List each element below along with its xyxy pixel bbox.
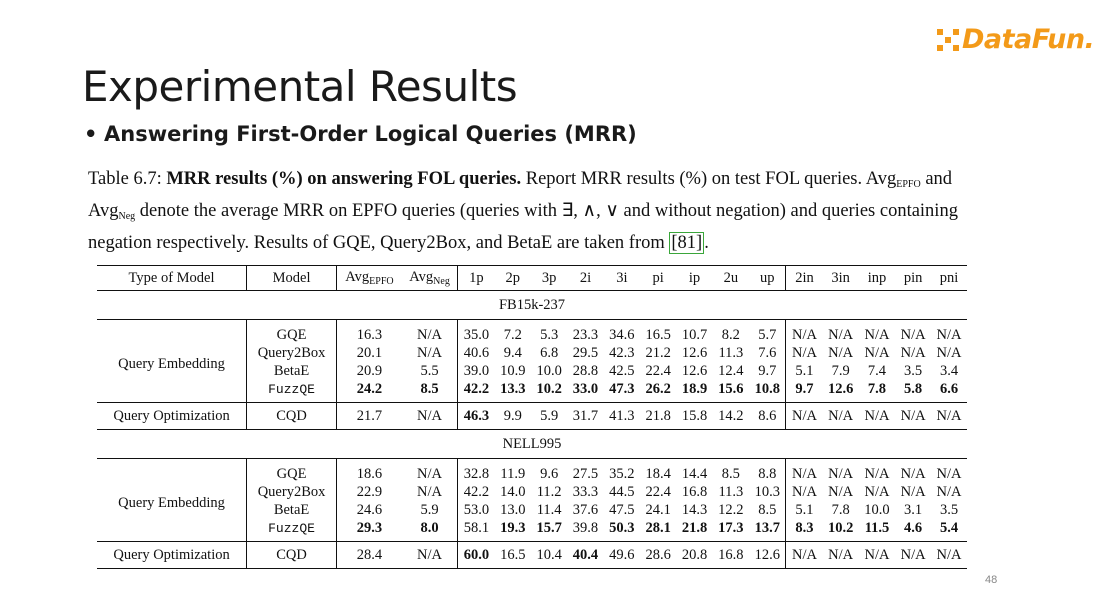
model-type-label: Query Optimization [97, 542, 247, 569]
results-table [97, 265, 967, 569]
table-cell: 11.4 [536, 501, 562, 518]
table-cell: 27.5 [572, 465, 599, 482]
table-cell: N/A [791, 465, 817, 482]
avg-neg-cell: N/A [402, 483, 458, 501]
header-col: pin [895, 266, 931, 291]
avg-epfo-cell: 22.9 [356, 483, 383, 500]
table-cell: 7.6 [749, 344, 786, 362]
table-body [97, 291, 967, 569]
table-cell: 21.2 [645, 344, 671, 361]
section-title: FB15k-237 [97, 291, 967, 320]
table-cell: 3.4 [939, 362, 959, 379]
header-col: 3p [531, 266, 567, 291]
table-cell: 9.7 [786, 380, 822, 403]
model-name: Query2Box [247, 483, 337, 501]
table-cell: 3.1 [904, 501, 923, 518]
table-cell: N/A [895, 403, 931, 430]
table-cell: N/A [895, 542, 931, 569]
table-cell: N/A [786, 542, 822, 569]
table-cell: 35.2 [609, 465, 635, 482]
model-name: FuzzQE [247, 380, 337, 403]
table-cell: 39.0 [463, 362, 490, 379]
header-col: ip [676, 266, 712, 291]
bullet-text: Answering First-Order Logical Queries (MRR) [104, 122, 637, 146]
table-cell: N/A [936, 483, 962, 500]
table-cell: 18.4 [645, 465, 671, 482]
table-cell: 12.6 [749, 542, 786, 569]
model-name: GQE [247, 320, 337, 345]
table-cell: 22.4 [645, 362, 671, 379]
header-col: 1p [458, 266, 495, 291]
datafun-logo [937, 24, 1094, 55]
table-cell: 8.5 [749, 501, 786, 519]
table-cell: N/A [864, 326, 890, 343]
table-cell: 42.2 [458, 380, 495, 403]
table-cell: 11.3 [718, 344, 744, 361]
header-avg-neg: Avg$_{Neg}$ [402, 266, 458, 291]
table-cell: 23.3 [572, 326, 599, 343]
table-cell: 13.3 [495, 380, 531, 403]
header-col: up [749, 266, 786, 291]
table-cell: 7.2 [503, 326, 522, 343]
caption-label: Table 6.7: [88, 169, 162, 189]
avg-epfo-cell: 20.1 [356, 344, 383, 361]
table-cell: 7.9 [831, 362, 850, 379]
caption-text2: denote the average MRR on EPFO queries (queries with ∃, ∧, ∨ and without negation) and queries containing negation respectively. Results of GQE, Query2Box, and BetaE are taken from [88, 201, 958, 253]
logo-text: DataFun. [962, 24, 1094, 55]
table-cell: 42.2 [463, 483, 490, 500]
table-cell: N/A [786, 403, 822, 430]
table-cell: 9.4 [503, 344, 522, 361]
header-col: 3in [822, 266, 858, 291]
table-cell: N/A [828, 344, 854, 361]
table-cell: 12.2 [718, 501, 744, 518]
table-cell: N/A [822, 542, 858, 569]
avg-epfo-cell: 24.2 [337, 380, 402, 403]
header-type: Type of Model [97, 266, 247, 291]
table-cell: 42.3 [609, 344, 635, 361]
header-col: 2u [713, 266, 749, 291]
table-cell: N/A [828, 465, 854, 482]
table-cell: 44.5 [609, 483, 635, 500]
table-row [97, 542, 967, 569]
table-cell: N/A [936, 344, 962, 361]
table-cell: 12.4 [718, 362, 744, 379]
table-cell: N/A [864, 344, 890, 361]
table-cell: 5.4 [931, 519, 967, 542]
table-cell: 11.2 [536, 483, 562, 500]
table-row [97, 320, 967, 345]
caption-reference-link[interactable]: [81] [671, 233, 703, 253]
table-cell: 26.2 [640, 380, 676, 403]
table-cell: 11.5 [859, 519, 895, 542]
table-cell: 34.6 [609, 326, 635, 343]
table-cell: N/A [791, 326, 817, 343]
table-row [97, 459, 967, 484]
model-name: FuzzQE [247, 519, 337, 542]
table-cell: 12.6 [822, 380, 858, 403]
avg-neg-cell: N/A [402, 320, 458, 345]
table-cell: N/A [822, 403, 858, 430]
logo-mark-icon [937, 29, 959, 51]
table-cell: 10.3 [749, 483, 786, 501]
table-cell: 12.6 [681, 362, 708, 379]
table-cell: 14.2 [713, 403, 749, 430]
table-cell: 9.9 [495, 403, 531, 430]
avg-epfo-cell: 28.4 [337, 542, 402, 569]
table-cell: N/A [900, 465, 926, 482]
model-name: BetaE [247, 501, 337, 519]
table-cell: 47.3 [604, 380, 640, 403]
table-cell: 5.3 [540, 326, 559, 343]
header-model: Model [247, 266, 337, 291]
model-name: CQD [247, 542, 337, 569]
header-col: 3i [604, 266, 640, 291]
avg-epfo-cell: 16.3 [356, 326, 383, 343]
table-cell: N/A [936, 465, 962, 482]
header-col: inp [859, 266, 895, 291]
table-cell: 3.5 [904, 362, 923, 379]
model-name: Query2Box [247, 344, 337, 362]
caption-avg-epfo: Avg$_{EPFO}$ [865, 169, 921, 190]
table-cell: 33.3 [572, 483, 599, 500]
avg-neg-cell: N/A [402, 542, 458, 569]
avg-neg-cell: 8.0 [402, 519, 458, 542]
table-cell: 10.8 [749, 380, 786, 403]
table-cell: 10.9 [500, 362, 526, 379]
table-cell: 16.8 [681, 483, 708, 500]
header-col: 2p [495, 266, 531, 291]
table-cell: N/A [864, 483, 890, 500]
avg-epfo-cell: 18.6 [356, 465, 383, 482]
table-cell: 9.6 [540, 465, 559, 482]
table-cell: 21.8 [640, 403, 676, 430]
table-cell: 14.3 [681, 501, 708, 518]
table-cell: N/A [936, 326, 962, 343]
avg-neg-cell: 5.5 [402, 362, 458, 380]
table-cell: 5.9 [531, 403, 567, 430]
table-cell: 20.8 [676, 542, 712, 569]
table-cell: 10.0 [536, 362, 562, 379]
avg-neg-cell: 8.5 [402, 380, 458, 403]
avg-neg-cell: 5.9 [402, 501, 458, 519]
table-cell: 17.3 [713, 519, 749, 542]
table-cell: 19.3 [495, 519, 531, 542]
table-row [97, 403, 967, 430]
table-cell: 7.4 [867, 362, 887, 379]
header-col: pi [640, 266, 676, 291]
table-cell: 8.2 [721, 326, 740, 343]
caption-text1: Report MRR results (%) on test FOL queries. [525, 169, 863, 189]
table-cell: 5.8 [895, 380, 931, 403]
model-name: GQE [247, 459, 337, 484]
header-col: pni [931, 266, 967, 291]
caption-bold: MRR results (%) on answering FOL queries. [166, 169, 522, 189]
table-cell: N/A [900, 344, 926, 361]
table-cell: 18.9 [676, 380, 712, 403]
table-cell: 60.0 [458, 542, 495, 569]
table-cell: 5.1 [795, 362, 814, 379]
table-cell: 7.8 [859, 380, 895, 403]
table-cell: N/A [931, 403, 967, 430]
avg-neg-cell: N/A [402, 403, 458, 430]
table-cell: 8.3 [786, 519, 822, 542]
table-cell: 46.3 [458, 403, 495, 430]
table-cell: N/A [791, 483, 817, 500]
table-cell: 28.1 [640, 519, 676, 542]
caption-and: and [925, 169, 953, 189]
header-col: 2i [567, 266, 603, 291]
table-cell: 21.8 [676, 519, 712, 542]
table-cell: 35.0 [463, 326, 490, 343]
table-cell: 40.4 [567, 542, 603, 569]
table-caption: Table 6.7: MRR results (%) on answering FOL queries. Report MRR results (%) on test FOL queries. Avg$_{EPFO}$ and Avg$_{Neg}$ denote the average MRR on EPFO queries (queries with ∃, ∧, ∨ and without negation) and queries containing negation respectively. Results of GQE, Query2Box, and BetaE are taken from [81] . [88, 169, 958, 253]
table-cell: 49.6 [604, 542, 640, 569]
table-cell: N/A [900, 326, 926, 343]
table-cell: 13.7 [749, 519, 786, 542]
table-cell: 10.2 [822, 519, 858, 542]
avg-epfo-cell: 24.6 [356, 501, 383, 518]
section-row [97, 291, 967, 320]
slide-bullet [84, 122, 637, 146]
table-cell: 29.5 [572, 344, 599, 361]
table-cell: 13.0 [500, 501, 526, 518]
table-cell: N/A [859, 403, 895, 430]
avg-epfo-cell: 21.7 [337, 403, 402, 430]
table-cell: 4.6 [895, 519, 931, 542]
table-cell: 40.6 [463, 344, 490, 361]
table-cell: 16.5 [495, 542, 531, 569]
header-avg-epfo: Avg$_{EPFO}$ [337, 266, 402, 291]
table-cell: 28.6 [640, 542, 676, 569]
table-cell: 10.2 [531, 380, 567, 403]
table-cell: 6.8 [540, 344, 559, 361]
avg-epfo-cell: 29.3 [337, 519, 402, 542]
table-header-row [97, 266, 967, 291]
table-cell: 32.8 [463, 465, 490, 482]
model-type-label: Query Embedding [97, 320, 247, 403]
caption-avg-neg: Avg$_{Neg}$ [88, 201, 136, 222]
table-cell: 15.8 [676, 403, 712, 430]
table-cell: 5.1 [795, 501, 814, 518]
table-cell: 16.5 [645, 326, 671, 343]
table-cell: 7.8 [831, 501, 850, 518]
table-cell: 31.7 [567, 403, 603, 430]
table-cell: 6.6 [931, 380, 967, 403]
table-cell: N/A [931, 542, 967, 569]
table-cell: N/A [900, 483, 926, 500]
table-cell: 15.7 [531, 519, 567, 542]
section-title: NELL995 [97, 430, 967, 459]
table-cell: 47.5 [609, 501, 635, 518]
slide-title: Experimental Results [82, 62, 518, 111]
table-cell: N/A [859, 542, 895, 569]
table-cell: 58.1 [458, 519, 495, 542]
table-cell: N/A [828, 326, 854, 343]
table-cell: 22.4 [645, 483, 671, 500]
bullet-dot-icon: • [84, 122, 98, 146]
table-cell: 14.4 [681, 465, 708, 482]
table-cell: 42.5 [609, 362, 635, 379]
table-cell: 41.3 [604, 403, 640, 430]
table-cell: 10.7 [681, 326, 708, 343]
table-cell: N/A [828, 483, 854, 500]
table-cell: 11.9 [500, 465, 526, 482]
table-cell: 50.3 [604, 519, 640, 542]
table-cell: 16.8 [713, 542, 749, 569]
table-cell: 24.1 [645, 501, 671, 518]
table-cell: 28.8 [572, 362, 599, 379]
model-name: CQD [247, 403, 337, 430]
section-row [97, 430, 967, 459]
table-cell: 33.0 [567, 380, 603, 403]
table-cell: N/A [864, 465, 890, 482]
table-cell: 10.4 [531, 542, 567, 569]
page-number: 48 [985, 574, 998, 586]
table-cell: 8.6 [749, 403, 786, 430]
header-col: 2in [786, 266, 822, 291]
avg-neg-cell: N/A [402, 459, 458, 484]
table-cell: 10.0 [864, 501, 890, 518]
model-name: BetaE [247, 362, 337, 380]
table-cell: 8.5 [721, 465, 740, 482]
avg-neg-cell: N/A [402, 344, 458, 362]
table-cell: 9.7 [749, 362, 786, 380]
table-cell: 3.5 [939, 501, 959, 518]
avg-epfo-cell: 20.9 [356, 362, 383, 379]
model-type-label: Query Embedding [97, 459, 247, 542]
table-cell: 39.8 [567, 519, 603, 542]
table-cell: 12.6 [681, 344, 708, 361]
table-cell: 14.0 [500, 483, 526, 500]
table-cell: N/A [791, 344, 817, 361]
table-cell: 8.8 [749, 459, 786, 484]
table-cell: 15.6 [713, 380, 749, 403]
table-cell: 11.3 [718, 483, 744, 500]
table-cell: 5.7 [749, 320, 786, 345]
table-cell: 53.0 [463, 501, 490, 518]
table-cell: 37.6 [572, 501, 599, 518]
model-type-label: Query Optimization [97, 403, 247, 430]
